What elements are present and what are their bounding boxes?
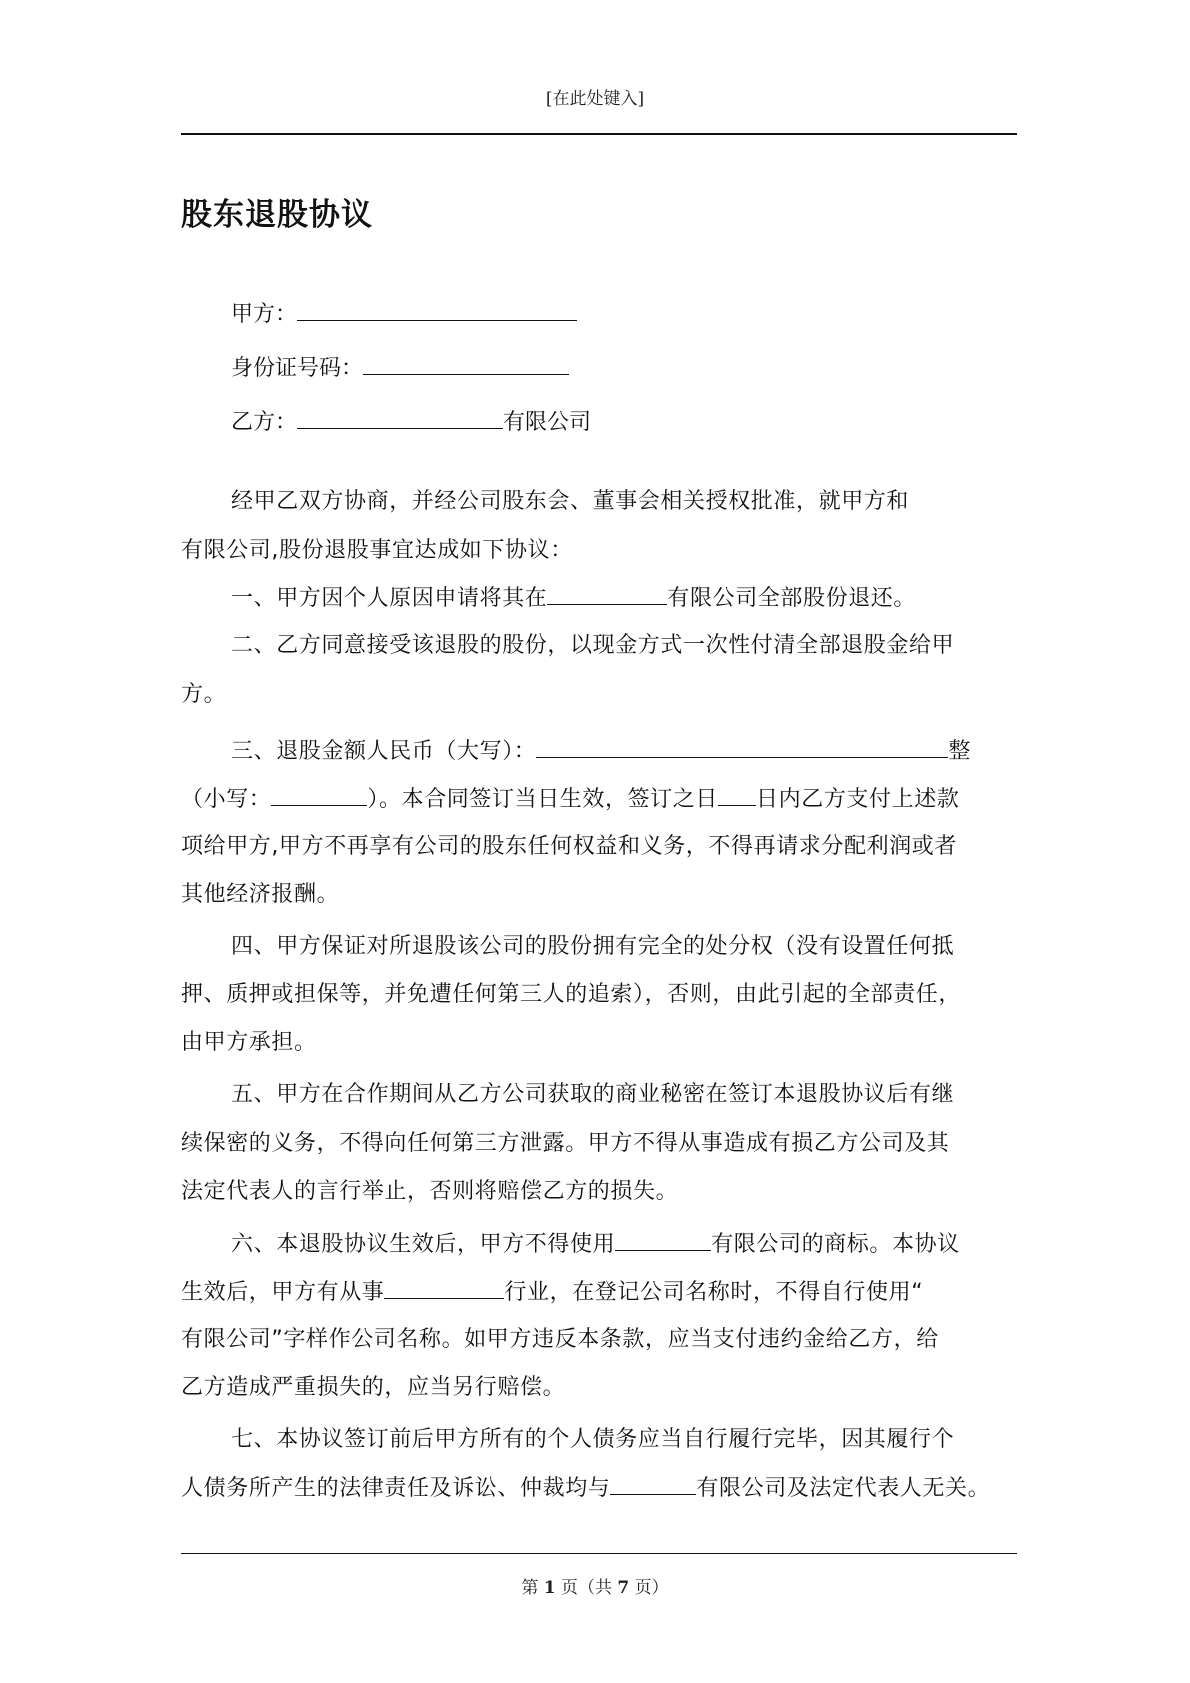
party-a-line — [231, 296, 577, 328]
clause-3-line-3: 项给甲方,甲方不再享有公司的股东任何权益和义务，不得再请求分配利润或者 — [181, 834, 957, 859]
footer-rule — [181, 1553, 1017, 1554]
clause-4-line-2: 押、质押或担保等，并免遭任何第三人的追索），否则，由此引起的全部责任， — [181, 982, 962, 1007]
clause-6-line-4: 乙方造成严重损失的，应当另行赔偿。 — [181, 1375, 566, 1400]
id-number-blank[interactable] — [363, 350, 569, 375]
clause-3-text-2b: ）。本合同签订当日生效，签订之日 — [367, 787, 719, 812]
clause-6-line-2 — [181, 1274, 1017, 1306]
clause-3-text-b: 整 — [948, 739, 972, 764]
clause-7-text-2a: 人债务所产生的法律责任及诉讼、仲裁均与 — [181, 1476, 611, 1501]
clause-6-text-1a: 六、本退股协议生效后，甲方不得使用 — [231, 1232, 616, 1257]
party-a-blank[interactable] — [297, 296, 577, 321]
clause-3-line-2 — [181, 781, 1017, 813]
intro-line-2: 有限公司,股份退股事宜达成如下协议： — [181, 538, 573, 563]
clause-3-text-2a: （小写： — [181, 787, 272, 812]
clause-7-line-2 — [181, 1470, 1017, 1502]
clause-3-amount-words-blank[interactable] — [536, 733, 948, 758]
clause-5-line-2: 续保密的义务，不得向任何第三方泄露。甲方不得从事造成有损乙方公司及其 — [181, 1131, 950, 1156]
page-footer — [0, 1573, 1190, 1598]
clause-1-line — [181, 580, 1017, 612]
clause-2-line-1: 二、乙方同意接受该退股的股份，以现金方式一次性付清全部退股金给甲 — [231, 633, 955, 658]
clause-7-company-blank[interactable] — [610, 1470, 696, 1495]
clause-5-line-1: 五、甲方在合作期间从乙方公司获取的商业秘密在签订本退股协议后有继 — [231, 1082, 955, 1107]
clause-1-text-a: 一、甲方因个人原因申请将其在 — [231, 586, 548, 611]
clause-6-text-2a: 生效后，甲方有从事 — [181, 1280, 385, 1305]
clause-3-line-1 — [181, 733, 1017, 765]
clause-7-line-1: 七、本协议签订前后甲方所有的个人债务应当自行履行完毕，因其履行个 — [231, 1427, 955, 1452]
clause-6-text-1b: 有限公司的商标。本协议 — [711, 1232, 960, 1257]
header-rule — [181, 133, 1017, 135]
clause-1-text-b: 有限公司全部股份退还。 — [667, 586, 917, 611]
clause-3-text-2c: 日内乙方支付上述款 — [756, 787, 960, 812]
current-page-number: 1 — [543, 1578, 556, 1598]
clause-4-line-1: 四、甲方保证对所退股该公司的股份拥有完全的处分权（没有设置任何抵 — [231, 934, 955, 959]
footer-middle: 页（共 — [555, 1578, 618, 1598]
page-header: [在此处键入] — [545, 89, 645, 109]
clause-3-line-4: 其他经济报酬。 — [181, 882, 340, 907]
clause-6-line-1 — [181, 1226, 1017, 1258]
clause-1-company-blank[interactable] — [547, 580, 667, 605]
clause-3-text-a: 三、退股金额人民币（大写）： — [231, 739, 537, 764]
party-b-blank[interactable] — [297, 404, 503, 429]
clause-3-days-blank[interactable] — [718, 781, 756, 806]
clause-3-amount-figures-blank[interactable] — [271, 781, 367, 806]
clause-5-line-3: 法定代表人的言行举止，否则将赔偿乙方的损失。 — [181, 1179, 679, 1204]
document-title: 股东退股协议 — [181, 197, 373, 233]
intro-line-1: 经甲乙双方协商，并经公司股东会、董事会相关授权批准，就甲方和 — [231, 489, 910, 514]
id-number-label: 身份证号码： — [231, 356, 364, 381]
clause-6-industry-blank[interactable] — [384, 1274, 504, 1299]
party-b-label: 乙方： — [231, 410, 298, 435]
clause-4-line-3: 由甲方承担。 — [181, 1030, 317, 1055]
total-page-number: 7 — [617, 1578, 630, 1598]
clause-7-text-2b: 有限公司及法定代表人无关。 — [696, 1476, 991, 1501]
party-b-line — [231, 404, 591, 436]
footer-suffix: 页） — [629, 1578, 669, 1598]
clause-2-line-2: 方。 — [181, 682, 227, 707]
party-b-suffix: 有限公司 — [503, 410, 592, 435]
footer-prefix: 第 — [521, 1578, 544, 1598]
clause-6-company-blank[interactable] — [615, 1226, 711, 1251]
clause-6-text-2b: 行业，在登记公司名称时，不得自行使用“ — [504, 1280, 924, 1305]
id-number-line — [231, 350, 569, 382]
party-a-label: 甲方： — [231, 302, 298, 327]
clause-6-line-3: 有限公司”字样作公司名称。如甲方违反本条款，应当支付违约金给乙方，给 — [181, 1327, 939, 1352]
